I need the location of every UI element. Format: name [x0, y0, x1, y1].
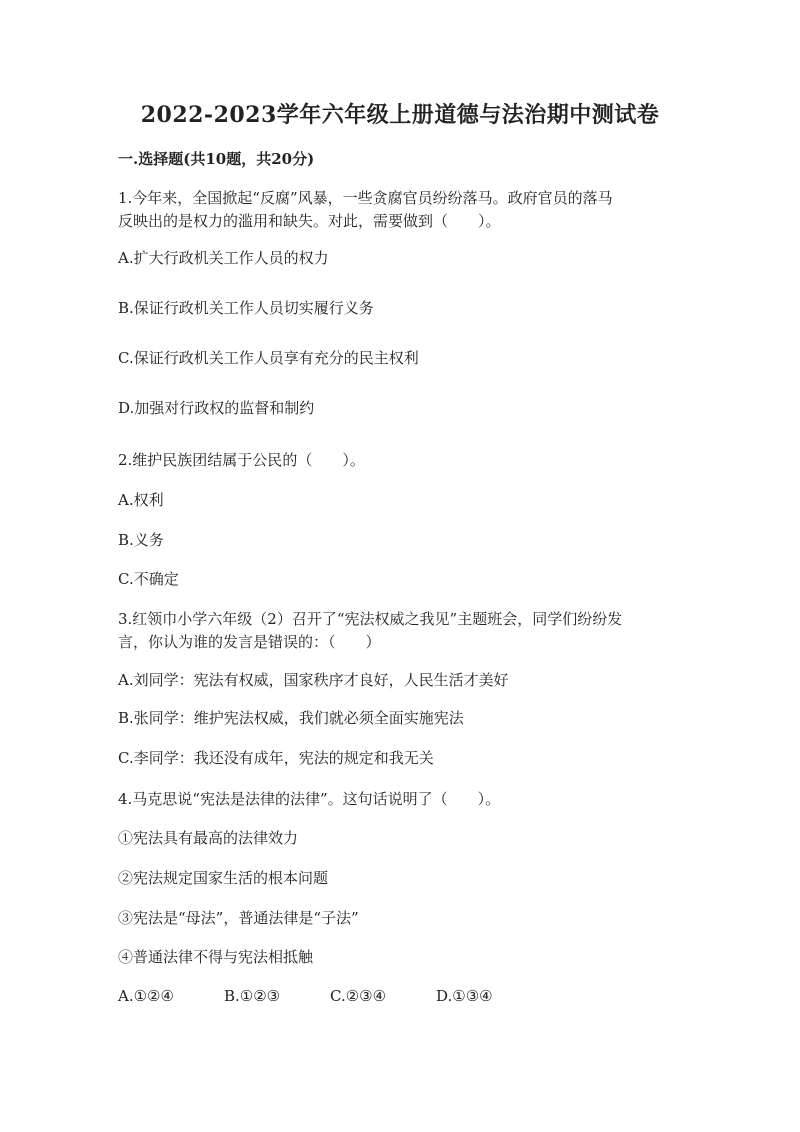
question-2-option-c: C.不确定: [118, 570, 179, 588]
question-1-option-c: C.保证行政机关工作人员享有充分的民主权利: [118, 349, 419, 367]
question-4-statement-3: ③宪法是“母法”，普通法律是“子法”: [118, 909, 359, 927]
question-4-statement-4: ④普通法律不得与宪法相抵触: [118, 948, 314, 966]
question-1-option-a: A.扩大行政机关工作人员的权力: [118, 249, 329, 267]
section-heading: 一.选择题(共10题，共20分): [118, 150, 315, 168]
question-1-stem-line-2: 反映出的是权力的滥用和缺失。对此，需要做到（ ）。: [118, 212, 501, 230]
question-3-stem-line-1: 3.红领巾小学六年级（2）召开了“宪法权威之我见”主题班会，同学们纷纷发: [118, 610, 623, 628]
question-4-statement-2: ②宪法规定国家生活的根本问题: [118, 869, 329, 887]
question-4-statement-1: ①宪法具有最高的法律效力: [118, 829, 299, 847]
question-4-stem: 4.马克思说“宪法是法律的法律”。这句话说明了（ ）。: [118, 790, 501, 808]
question-3-option-c: C.李同学：我还没有成年，宪法的规定和我无关: [118, 749, 434, 767]
question-3-option-b: B.张同学：维护宪法权威，我们就必须全面实施宪法: [118, 709, 464, 727]
question-4-option-b: B.①②③: [224, 987, 281, 1005]
page-title: 2022-2023学年六年级上册道德与法治期中测试卷: [140, 102, 660, 128]
question-2-option-b: B.义务: [118, 531, 164, 549]
question-4-option-c: C.②③④: [330, 987, 387, 1005]
question-3-stem-line-2: 言，你认为谁的发言是错误的：（ ）: [118, 633, 381, 651]
question-1-option-b: B.保证行政机关工作人员切实履行义务: [118, 299, 374, 317]
question-4-option-d: D.①③④: [436, 987, 493, 1005]
question-2-option-a: A.权利: [118, 491, 164, 509]
question-3-option-a: A.刘同学：宪法有权威，国家秩序才良好，人民生活才美好: [118, 671, 509, 689]
question-1-option-d: D.加强对行政权的监督和制约: [118, 399, 315, 417]
question-1-stem-line-1: 1.今年来，全国掀起“反腐”风暴，一些贪腐官员纷纷落马。政府官员的落马: [118, 189, 613, 207]
question-2-stem: 2.维护民族团结属于公民的（ ）。: [118, 451, 365, 469]
question-4-option-a: A.①②④: [118, 987, 174, 1005]
